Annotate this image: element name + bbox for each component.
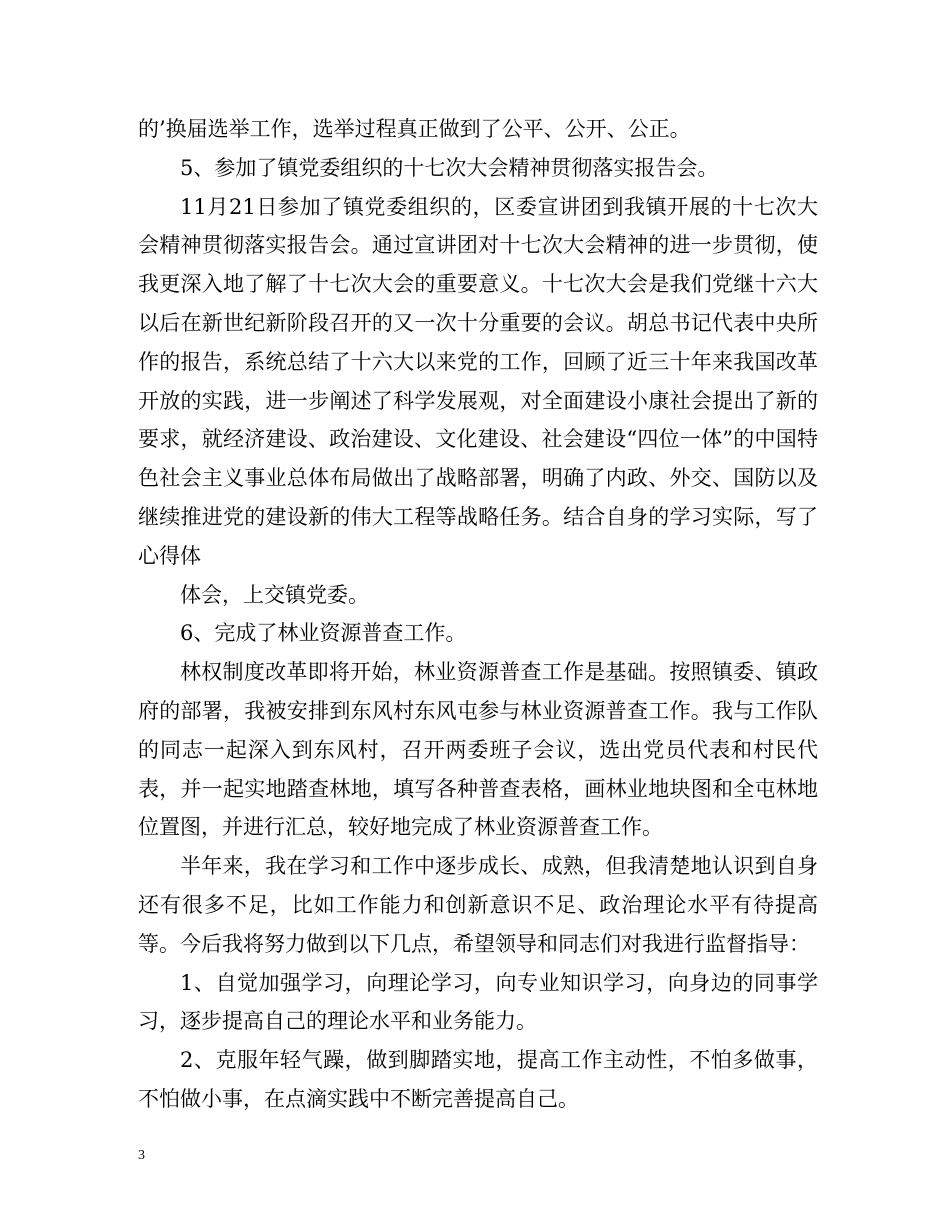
paragraph-item-5-heading: 5、参加了镇党委组织的十七次大会精神贯彻落实报告会。 bbox=[180, 155, 719, 180]
paragraph-plan-item-2: 2、克服年轻气躁，做到脚踏实地，提高工作主动性，不怕多做事，不怕做小事，在点滴实践中不断完善提高自己。 bbox=[138, 1048, 818, 1111]
paragraph-forestry-survey: 林权制度改革即将开始，林业资源普查工作是基础。按照镇委、镇政府的部署，我被安排到东风村东风屯参与林业资源普查工作。我与工作队的同志一起深入到东风村，召开两委班子会议，选出党员代表和村民代表，并一起实地踏查林地，填写各种普查表格，画林业地块图和全屯林地位置图，并进行汇总，较好地完成了林业资源普查工作。 bbox=[138, 660, 818, 840]
paragraph-report-submission: 体会，上交镇党委。 bbox=[180, 582, 369, 607]
paragraph-plan-item-1: 1、自觉加强学习，向理论学习，向专业知识学习，向身边的同事学习，逐步提高自己的理论水平和业务能力。 bbox=[138, 970, 818, 1034]
document-body bbox=[138, 110, 818, 1119]
page-number: 3 bbox=[138, 1148, 145, 1163]
paragraph-continuation: 的’换届选举工作，选举过程真正做到了公平、公开、公正。 bbox=[138, 117, 691, 141]
paragraph-self-assessment: 半年来，我在学习和工作中逐步成长、成熟，但我清楚地认识到自身还有很多不足，比如工作能力和创新意识不足、政治理论水平有待提高等。今后我将努力做到以下几点，希望领导和同志们对我进行监督指导： bbox=[138, 854, 818, 956]
paragraph-item-6-heading: 6、完成了林业资源普查工作。 bbox=[180, 621, 467, 646]
paragraph-report-meeting: 11月21日参加了镇党委组织的，区委宣讲团到我镇开展的十七次大会精神贯彻落实报告会。通过宣讲团对十七次大会精神的进一步贯彻，使我更深入地了解了十七次大会的重要意义。十七次大会是我们党继十六大以后在新世纪新阶段召开的又一次十分重要的会议。胡总书记代表中央所作的报告，系统总结了十六大以来党的工作，回顾了近三十年来我国改革开放的实践，进一步阐述了科学发展观，对全面建设小康社会提出了新的要求，就经济建设、政治建设、文化建设、社会建设“四位一体”的中国特色社会主义事业总体布局做出了战略部署，明确了内政、外交、国防以及继续推进党的建设新的伟大工程等战略任务。结合自身的学习实际，写了心得体 bbox=[138, 194, 818, 568]
